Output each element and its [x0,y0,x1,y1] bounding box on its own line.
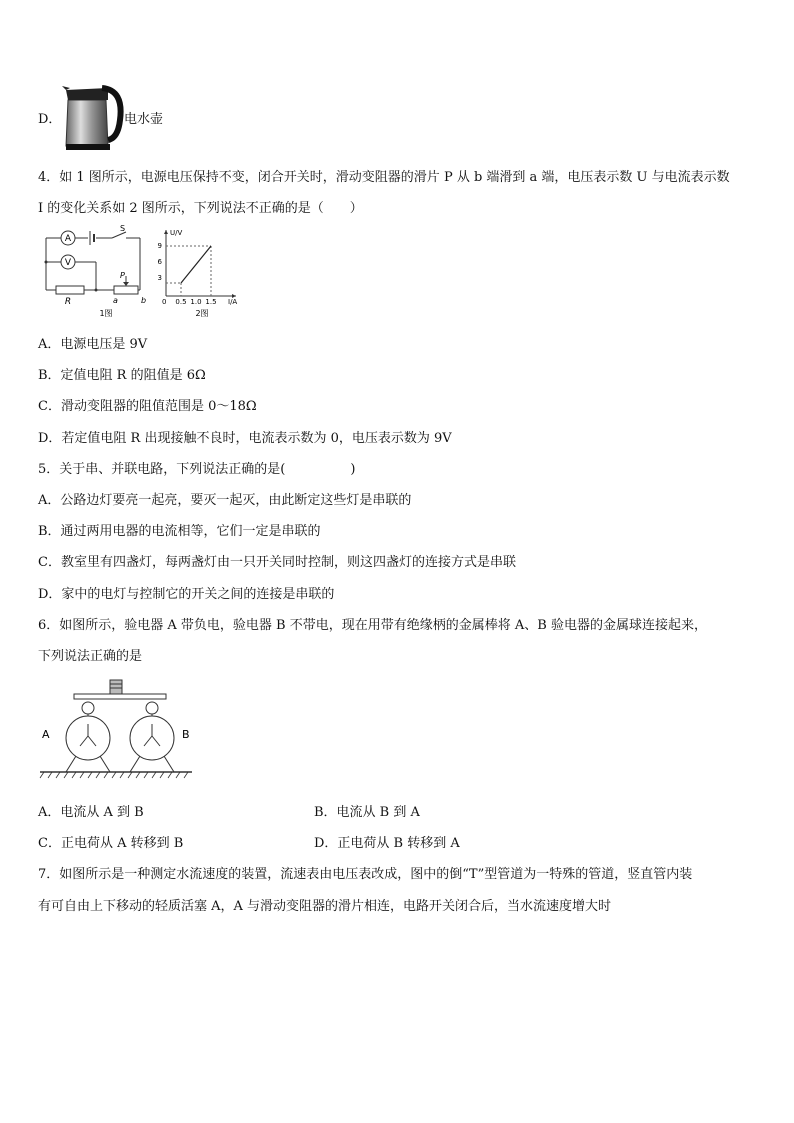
electroscope-a-label: A [42,728,50,741]
figure1-caption: 1图 [99,309,113,318]
q6-option-b[interactable]: B．电流从 B 到 A [314,805,420,820]
ammeter-label: A [64,234,72,244]
q7-stem-line2: 有可自由上下移动的轻质活塞 A，A 与滑动变阻器的滑片相连，电路开关闭合后，当水流速度增大时 [38,899,612,914]
q6-electroscope-diagram [36,676,196,782]
voltmeter-label: V [64,258,72,268]
end-a-label: a [113,296,118,305]
slider-label: P [120,271,125,280]
q4-option-c[interactable]: C．滑动变阻器的阻值范围是 0～18Ω [38,399,257,414]
switch-label: S [120,224,126,233]
q6-option-c[interactable]: C．正电荷从 A 转移到 B [38,836,184,851]
resistor-label: R [64,297,72,307]
graph-xlabel: I/A [228,298,238,306]
q4-option-a[interactable]: A．电源电压是 9V [38,337,148,352]
graph-xtick-1.0: 1.0 [190,298,202,306]
q7-stem-line1: 7．如图所示是一种测定水流速度的装置，流速表由电压表改成，图中的倒“T”型管道为一特殊的管道，竖直管内装 [38,867,693,882]
graph-xtick-1.5: 1.5 [205,298,217,306]
q4-circuit-diagram [38,224,148,320]
q4-option-d[interactable]: D．若定值电阻 R 出现接触不良时，电流表示数为 0，电压表示数为 9V [38,431,452,446]
q6-option-d[interactable]: D．正电荷从 B 转移到 A [314,836,460,851]
graph-data-line [181,246,211,283]
figure2-caption: 2图 [195,309,209,318]
q4-ui-graph [150,224,242,320]
q5-stem: 5．关于串、并联电路，下列说法正确的是( ) [38,462,356,477]
graph-origin: 0 [162,298,167,306]
option-d-prefix: D． [38,112,62,127]
q6-stem-line2: 下列说法正确的是 [38,649,143,664]
q6-stem-line1: 6．如图所示，验电器 A 带负电，验电器 B 不带电，现在用带有绝缘柄的金属棒将 A、B 验电器的金属球连接起来， [38,618,707,633]
graph-ytick-6: 6 [157,258,162,266]
end-b-label: b [141,296,147,305]
q5-option-a[interactable]: A．公路边灯要亮一起亮，要灭一起灭，由此断定这些灯是串联的 [38,493,412,508]
q6-option-a[interactable]: A．电流从 A 到 B [38,805,144,820]
q5-option-d[interactable]: D．家中的电灯与控制它的开关之间的连接是串联的 [38,587,335,602]
q5-option-c[interactable]: C．教室里有四盏灯，每两盏灯由一只开关同时控制，则这四盏灯的连接方式是串联 [38,555,516,570]
graph-xtick-0.5: 0.5 [175,298,187,306]
q5-option-b[interactable]: B．通过两用电器的电流相等，它们一定是串联的 [38,524,321,539]
graph-ylabel: U/V [170,229,183,237]
graph-ytick-9: 9 [157,242,162,250]
q4-option-b[interactable]: B．定值电阻 R 的阻值是 6Ω [38,368,206,383]
kettle-label: 电水壶 [124,112,164,127]
q4-stem-line1: 4．如 1 图所示，电源电压保持不变，闭合开关时，滑动变阻器的滑片 P 从 b 端滑到 a 端，电压表示数 U 与电流表示数 [38,170,730,185]
electroscope-b-label: B [182,728,190,741]
graph-ytick-3: 3 [157,274,162,282]
q4-stem-line2: I 的变化关系如 2 图所示，下列说法不正确的是（ ） [38,201,363,216]
kettle-image [62,80,124,152]
